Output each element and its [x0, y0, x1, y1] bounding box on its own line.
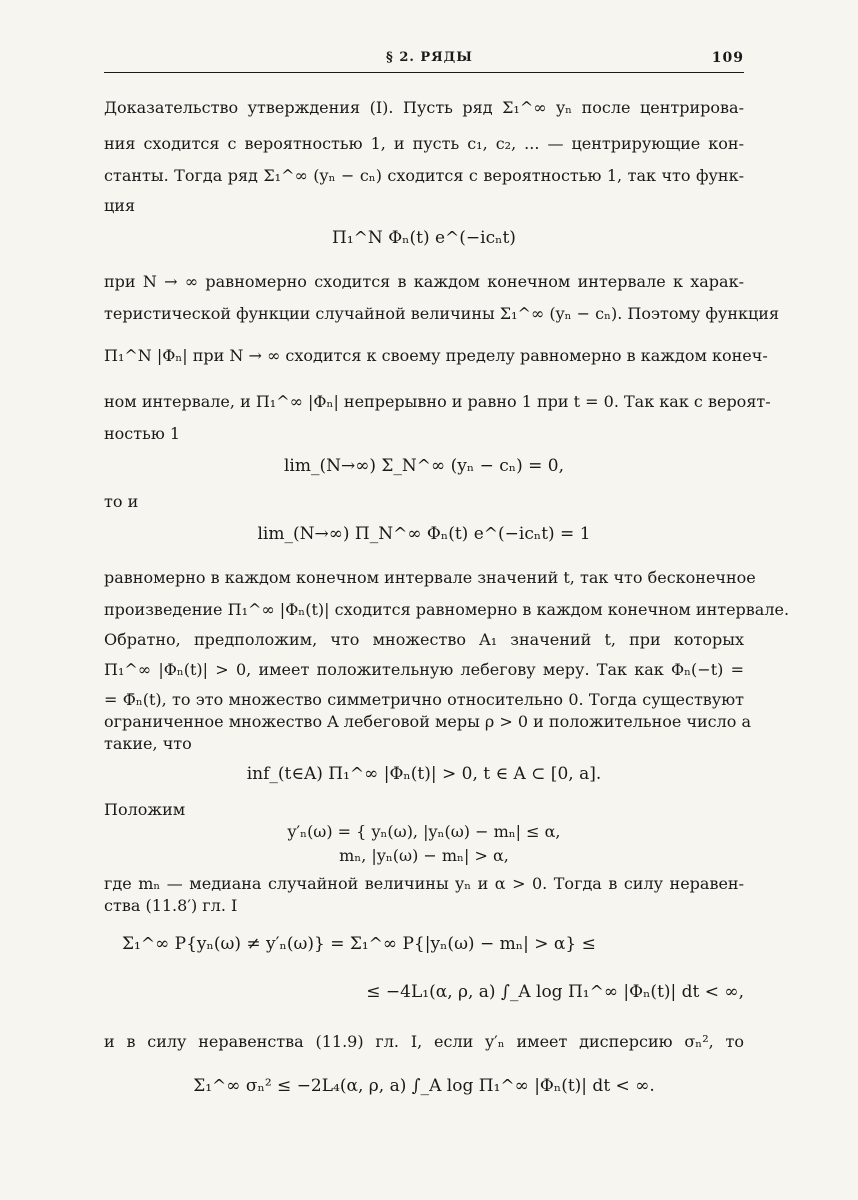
text-line: ция [104, 196, 136, 215]
text-line: = Φ̄ₙ(t), то это множество симметрично относительно 0. Тогда существуют [104, 690, 744, 709]
text-line: ностью 1 [104, 424, 181, 443]
text-line: Π₁^N |Φₙ| при N → ∞ сходится к своему пределу равномерно в каждом конеч- [104, 346, 768, 365]
text-line: Доказательство утверждения (I). Пусть ряд Σ₁^∞ yₙ после центрирова- [104, 98, 744, 117]
text-line: и в силу неравенства (11.9) гл. I, если y′ₙ имеет дисперсию σₙ², то [104, 1032, 744, 1051]
formula-variance-sum: Σ₁^∞ σₙ² ≤ −2L₄(α, ρ, a) ∫_A log Π₁^∞ |Φₙ(t)| dt < ∞. [193, 1076, 655, 1096]
formula-product: Π₁^N Φₙ(t) e^(−icₙt) [332, 228, 516, 248]
text-line: Π₁^∞ |Φₙ(t)| > 0, имеет положительную лебегову меру. Так как Φₙ(−t) = [104, 660, 744, 679]
header-rule [104, 72, 744, 73]
text-line: Обратно, предположим, что множество A₁ значений t, при которых [104, 630, 744, 649]
text-line: произведение Π₁^∞ |Φₙ(t)| сходится равномерно в каждом конечном интервале. [104, 600, 790, 619]
text-line: ном интервале, и Π₁^∞ |Φₙ| непрерывно и равно 1 при t = 0. Так как с вероят- [104, 392, 771, 411]
formula-inf-product: inf_(t∈A) Π₁^∞ |Φₙ(t)| > 0, t ∈ A ⊂ [0, a]. [246, 764, 602, 784]
formula-limit-product: lim_(N→∞) Π_N^∞ Φₙ(t) e^(−icₙt) = 1 [257, 524, 591, 544]
text-line: станты. Тогда ряд Σ₁^∞ (yₙ − cₙ) сходится с вероятностью 1, так что функ- [104, 166, 744, 185]
section-title: § 2. РЯДЫ [386, 50, 473, 65]
text-line: ограниченное множество A лебеговой меры ρ > 0 и положительное число a [104, 712, 752, 731]
formula-bound-1: ≤ −4L₁(α, ρ, a) ∫_A log Π₁^∞ |Φₙ(t)| dt < ∞, [366, 982, 744, 1002]
text-line: ния сходится с вероятностью 1, и пусть c₁, c₂, ... — центрирующие кон- [104, 134, 744, 153]
text-line: Положим [104, 800, 186, 819]
text-line: такие, что [104, 734, 192, 753]
running-head [104, 50, 744, 74]
page-number: 109 [711, 50, 744, 66]
formula-probability-sum: Σ₁^∞ P{yₙ(ω) ≠ y′ₙ(ω)} = Σ₁^∞ P{|yₙ(ω) − mₙ| > α} ≤ [122, 934, 596, 954]
formula-truncation-case-2: mₙ, |yₙ(ω) − mₙ| > α, [339, 846, 509, 865]
text-line: то и [104, 492, 139, 511]
text-line: где mₙ — медиана случайной величины yₙ и α > 0. Тогда в силу неравен- [104, 874, 744, 893]
formula-limit-sum: lim_(N→∞) Σ_N^∞ (yₙ − cₙ) = 0, [283, 456, 565, 476]
text-line: ства (11.8′) гл. I [104, 896, 238, 915]
text-line: при N → ∞ равномерно сходится в каждом конечном интервале к харак- [104, 272, 744, 291]
text-line: равномерно в каждом конечном интервале значений t, так что бесконечное [104, 568, 756, 587]
text-line: теристической функции случайной величины Σ₁^∞ (yₙ − cₙ). Поэтому функция [104, 304, 780, 323]
formula-truncation-case-1: y′ₙ(ω) = { yₙ(ω), |yₙ(ω) − mₙ| ≤ α, [287, 822, 561, 841]
